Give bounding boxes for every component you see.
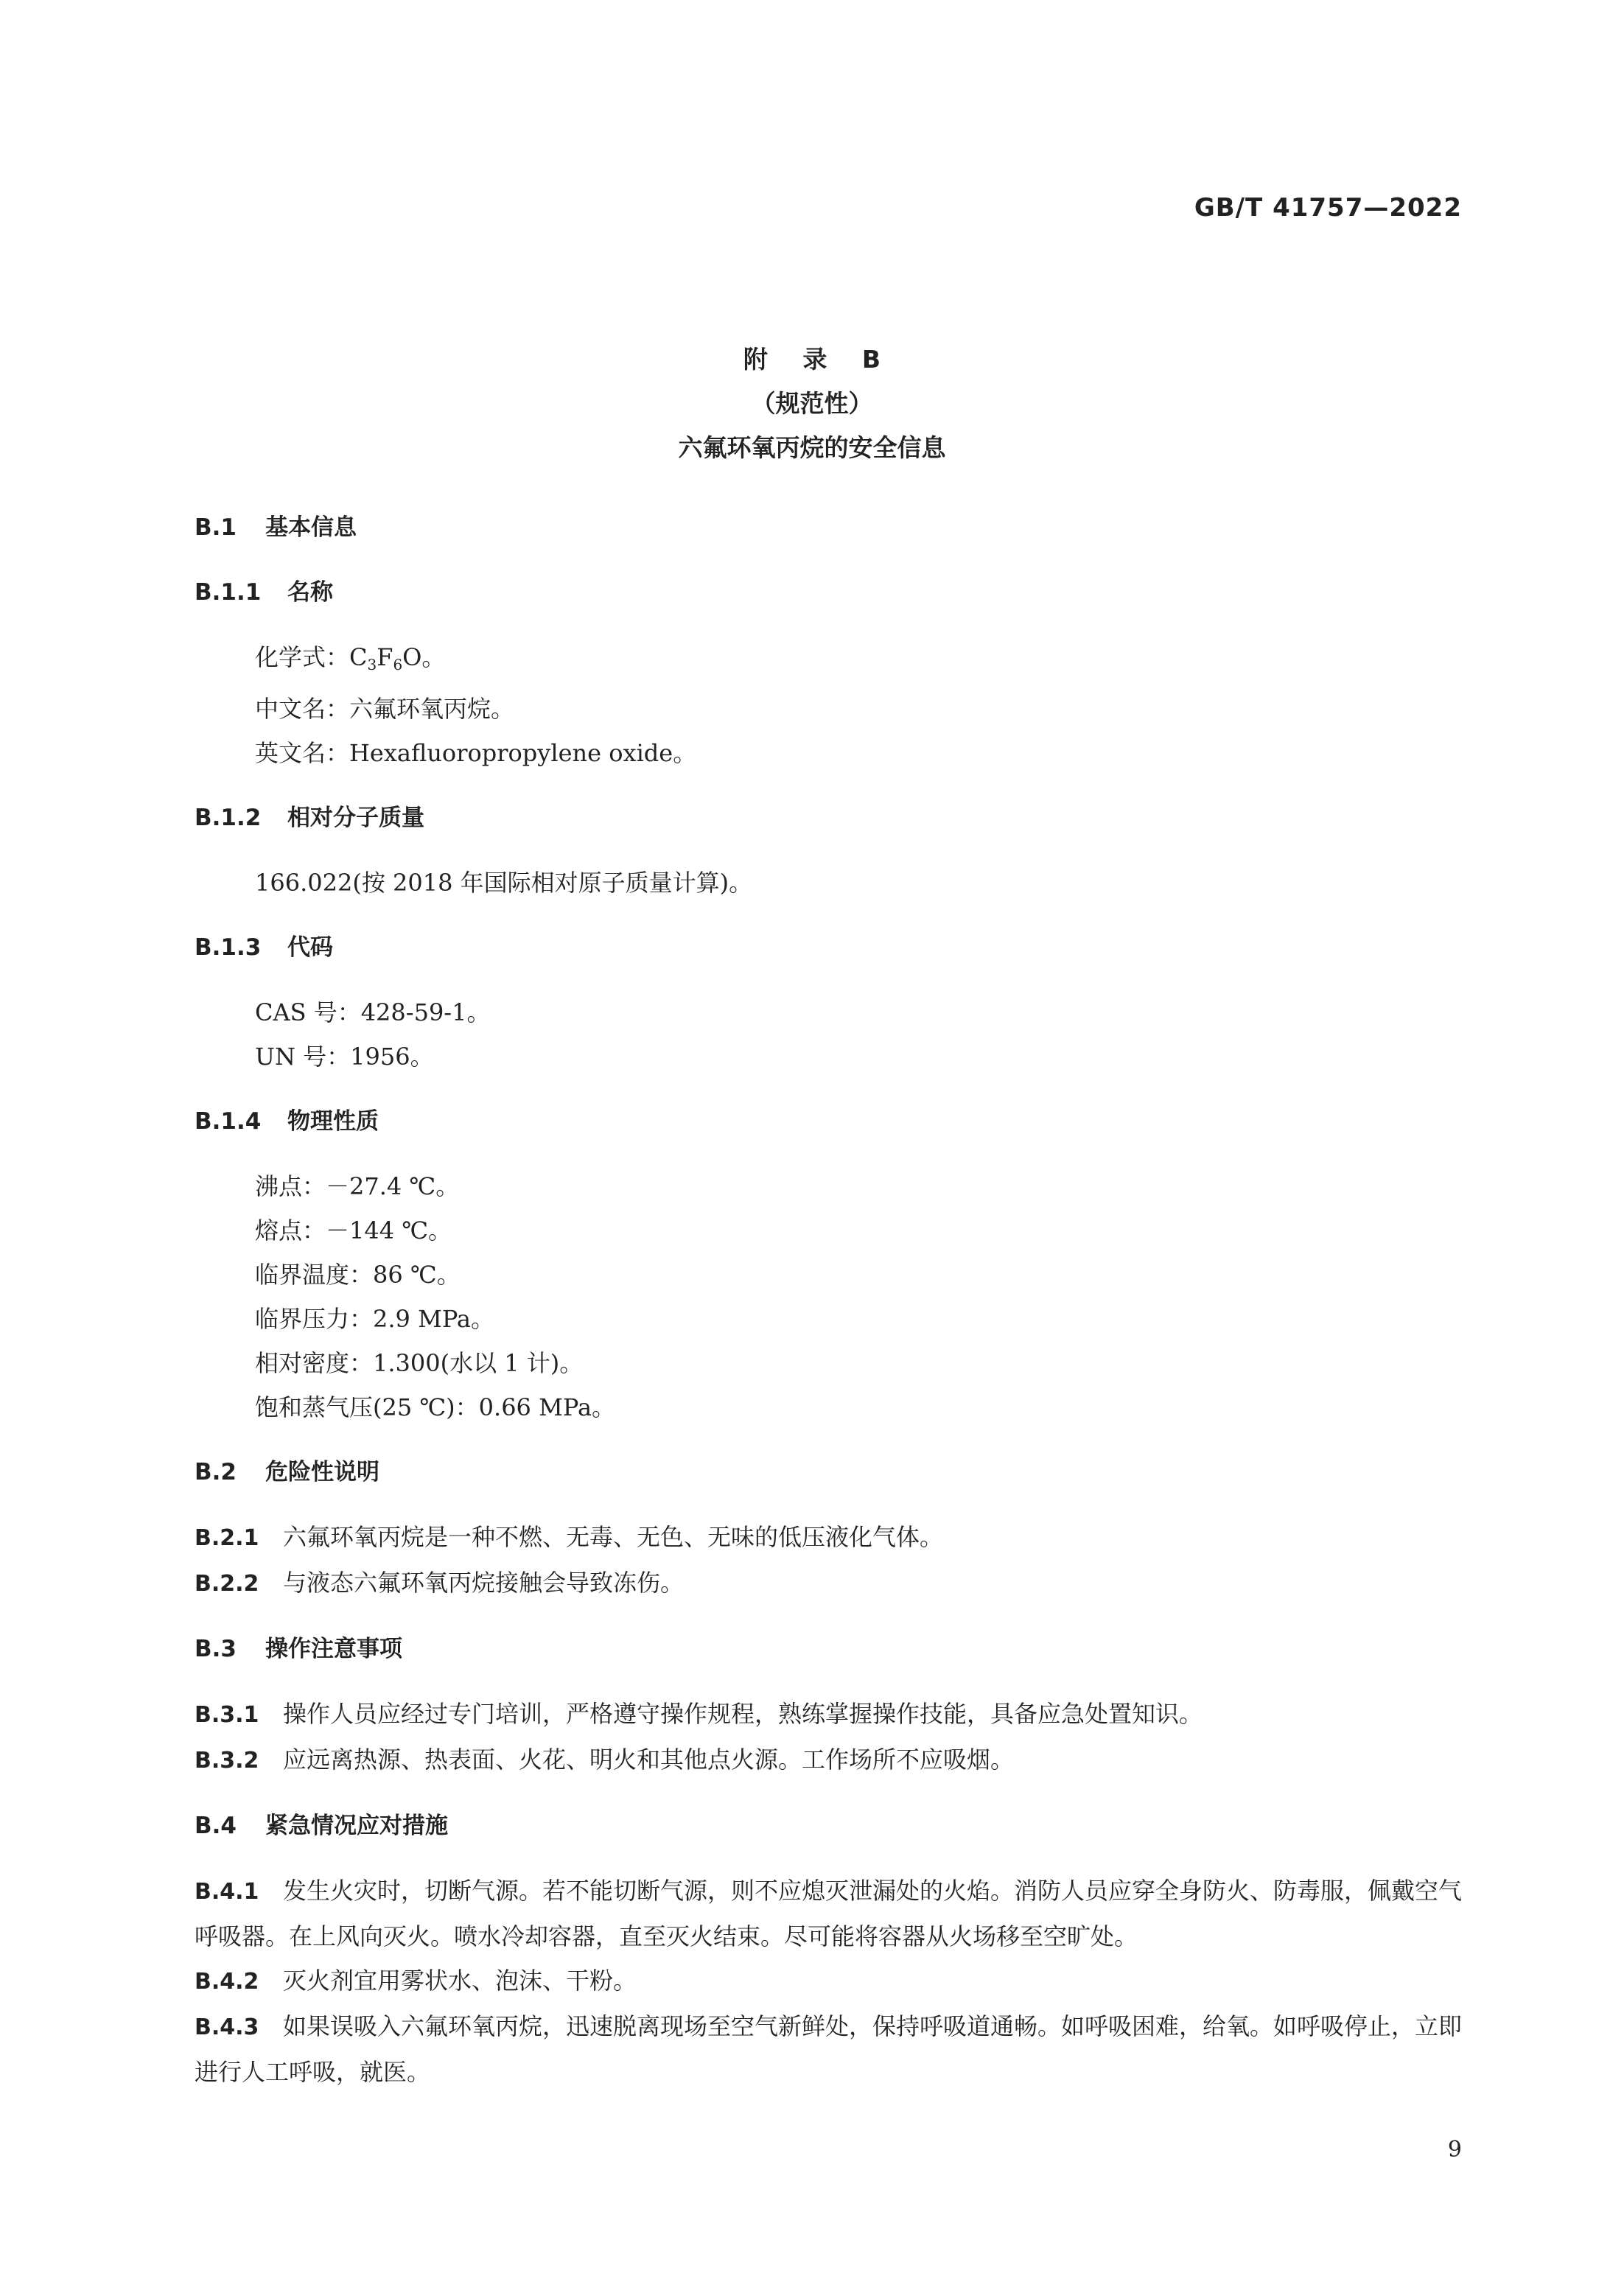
un-number: UN 号：1956。 [255,1043,434,1071]
clause-b2-1: B.2.1 六氟环氧丙烷是一种不燃、无毒、无色、无味的低压液化气体。 [195,1523,944,1551]
clause-b4-2: B.4.2 灭火剂宜用雾状水、泡沫、干粉。 [195,1967,637,1995]
annex-label: 附 录 B [743,345,895,374]
clause-b2-2: B.2.2 与液态六氟环氧丙烷接触会导致冻伤。 [195,1569,685,1597]
property-item: 相对密度：1.300(水以 1 计)。 [255,1349,584,1377]
heading-b4: B.4 紧急情况应对措施 [195,1813,448,1839]
heading-b1-4: B.1.4 物理性质 [195,1108,379,1135]
english-name: 英文名：Hexafluoropropylene oxide。 [255,739,697,767]
chinese-name: 中文名：六氟环氧丙烷。 [255,695,515,723]
heading-b1-3: B.1.3 代码 [195,934,333,961]
property-item: 熔点：－144 ℃。 [255,1216,452,1244]
clause-b3-2: B.3.2 应远离热源、热表面、火花、明火和其他点火源。工作场所不应吸烟。 [195,1746,1015,1774]
heading-b1-2: B.1.2 相对分子质量 [195,805,424,831]
property-item: 沸点：－27.4 ℃。 [255,1172,460,1200]
annex-content [195,505,1462,2094]
property-item: 饱和蒸气压(25 ℃)：0.66 MPa。 [255,1393,616,1421]
page-number: 9 [1447,2137,1462,2163]
chemical-formula: 化学式：$C_3F_6O$。 [255,643,446,673]
property-item: 临界压力：2.9 MPa。 [255,1305,495,1333]
molecular-weight: 166.022(按 2018 年国际相对原子质量计算)。 [255,869,753,897]
cas-number: CAS 号：428-59-1。 [255,998,491,1026]
annex-name: 六氟环氧丙烷的安全信息 [678,433,946,462]
clause-b4-3: B.4.3 如果误吸入六氟环氧丙烷，迅速脱离现场至空气新鲜处，保持呼吸道通畅。如呼吸困难，给氧。如呼吸停止，立即进行人工呼吸，就医。 [195,2012,1463,2086]
annex-nature: （规范性） [751,389,873,418]
property-item: 临界温度：86 ℃。 [255,1261,461,1289]
heading-b3: B.3 操作注意事项 [195,1636,402,1662]
heading-b1-1: B.1.1 名称 [195,579,333,606]
heading-b1: B.1 基本信息 [195,514,357,541]
clause-b3-1: B.3.1 操作人员应经过专门培训，严格遵守操作规程，熟练掌握操作技能，具备应急处置知识。 [195,1700,1203,1728]
clause-b4-1: B.4.1 发生火灾时，切断气源。若不能切断气源，则不应熄灭泄漏处的火焰。消防人员应穿全身防火、防毒服，佩戴空气呼吸器。在上风向灭火。喷水冷却容器，直至灭火结束。尽可能将容器从火场移至空旷处。 [195,1877,1463,1950]
standard-number: GB/T 41757—2022 [1194,193,1462,223]
heading-b2: B.2 危险性说明 [195,1459,379,1485]
annex-title-block [0,337,1624,470]
